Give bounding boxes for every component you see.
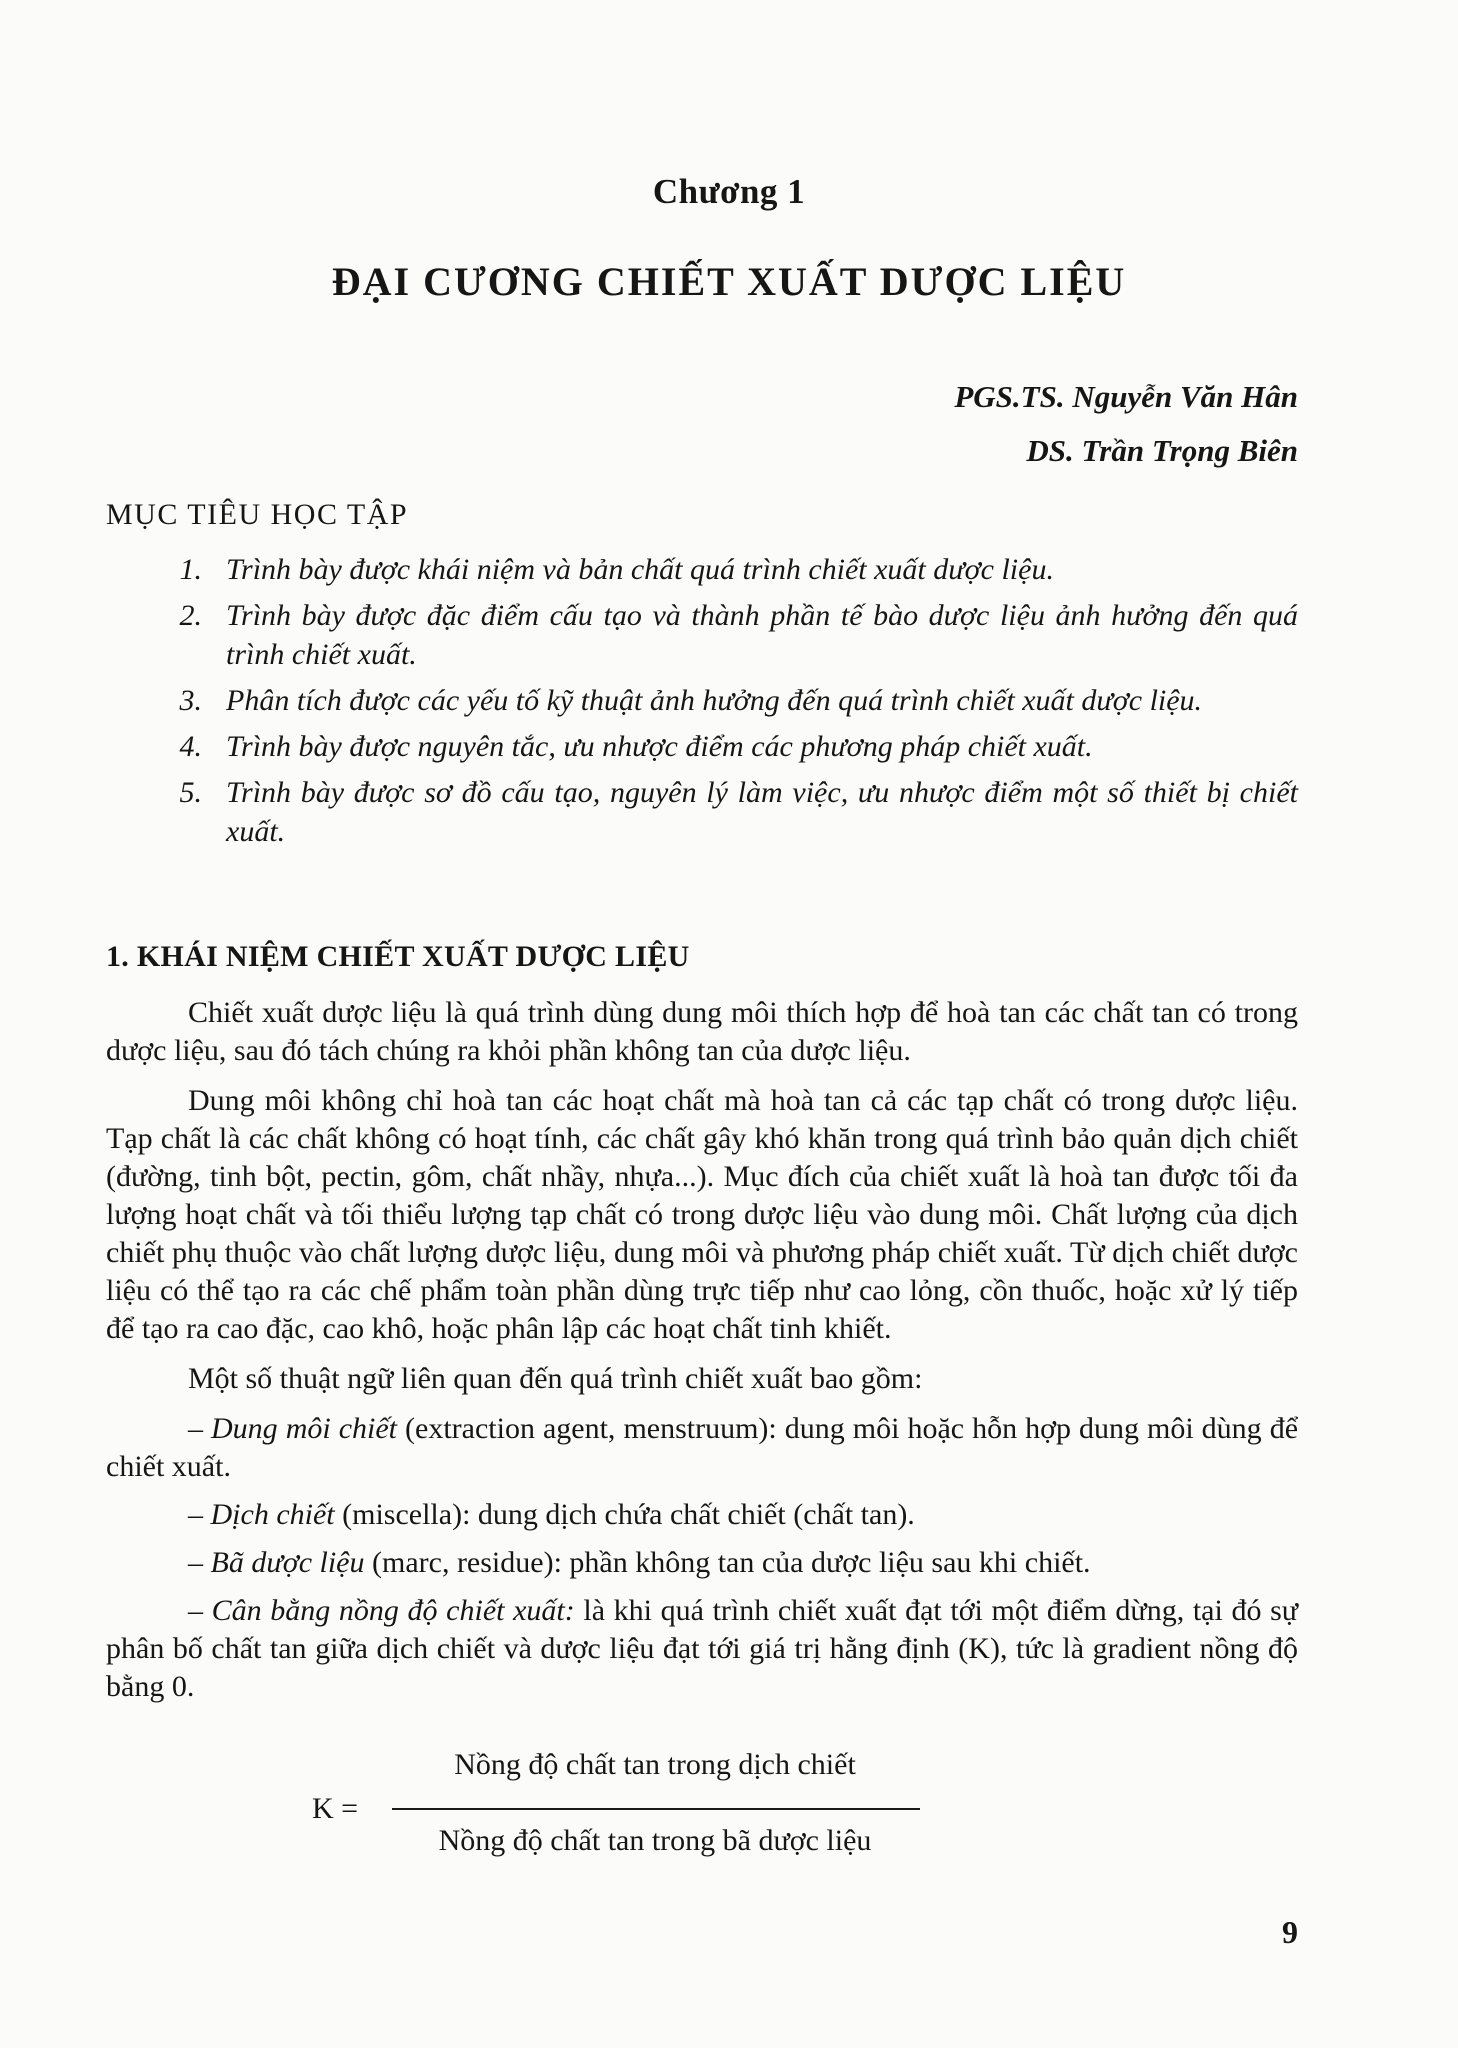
term-name: Dung môi chiết bbox=[211, 1412, 398, 1445]
list-item-text: Phân tích được các yếu tố kỹ thuật ảnh hưởng đến quá trình chiết xuất dược liệu. bbox=[226, 684, 1203, 717]
chapter-title: ĐẠI CƯƠNG CHIẾT XUẤT DƯỢC LIỆU bbox=[331, 259, 1127, 304]
term-definition bbox=[106, 1496, 1298, 1534]
list-item bbox=[106, 681, 1298, 720]
term-definition bbox=[106, 1592, 1298, 1706]
term-dash: – bbox=[188, 1498, 211, 1531]
term-dash: – bbox=[188, 1594, 212, 1627]
list-item bbox=[106, 727, 1298, 766]
author-name: DS. Trần Trọng Biên bbox=[1026, 433, 1298, 468]
list-item-number: 2. bbox=[179, 599, 202, 632]
chapter-label: Chương 1 bbox=[652, 172, 806, 211]
list-item bbox=[106, 596, 1298, 674]
term-text: (miscella): dung dịch chứa chất chiết (chất tan). bbox=[334, 1498, 915, 1531]
term-name: Cân bằng nồng độ chiết xuất: bbox=[211, 1594, 575, 1627]
term-text: là khi quá trình chiết xuất đạt tới một điểm dừng, tại đó sự phân bố chất tan giữa dịch chiết và dược liệu đạt tới giá trị hằng định (K), tức là gradient nồng độ bằng 0. bbox=[106, 1594, 1299, 1703]
paragraph: Một số thuật ngữ liên quan đến quá trình chiết xuất bao gồm: bbox=[188, 1362, 923, 1395]
term-definition bbox=[106, 1544, 1298, 1582]
list-item-number: 1. bbox=[179, 553, 202, 586]
section-heading: 1. KHÁI NIỆM CHIẾT XUẤT DƯỢC LIỆU bbox=[106, 940, 690, 973]
fraction-bar bbox=[392, 1808, 920, 1810]
page-number: 9 bbox=[1282, 1914, 1298, 1950]
author-name: PGS.TS. Nguyễn Văn Hân bbox=[954, 379, 1298, 414]
paragraph: Dung môi không chỉ hoà tan các hoạt chất mà hoà tan cả các tạp chất có trong dược liệu. Tạp chất là các chất không có hoạt tính, các chất gây khó khăn trong quá trình bảo quản dịch chiết (đường, tinh bột, pectin, gôm, chất nhầy, nhựa...). Mục đích của chiết xuất là hoà tan được tối đa lượng hoạt chất và tối thiểu lượng tạp chất có trong dược liệu vào dung môi. Chất lượng của dịch chiết phụ thuộc vào chất lượng dược liệu, dung môi và phương pháp chiết xuất. Từ dịch chiết dược liệu có thể tạo ra các chế phẩm toàn phần dùng trực tiếp như cao lỏng, cồn thuốc, hoặc xử lý tiếp để tạo ra cao đặc, cao khô, hoặc phân lập các hoạt chất tinh khiết. bbox=[106, 1084, 1298, 1345]
list-item-number: 5. bbox=[179, 776, 202, 809]
term-text: (extraction agent, menstruum): dung môi hoặc hỗn hợp dung môi dùng để chiết xuất. bbox=[106, 1412, 1299, 1483]
list-item-text: Trình bày được nguyên tắc, ưu nhược điểm các phương pháp chiết xuất. bbox=[226, 730, 1093, 763]
list-item-number: 3. bbox=[179, 684, 202, 717]
term-dash: – bbox=[188, 1546, 211, 1579]
paragraph: Chiết xuất dược liệu là quá trình dùng dung môi thích hợp để hoà tan các chất tan có trong dược liệu, sau đó tách chúng ra khỏi phần không tan của dược liệu. bbox=[106, 996, 1298, 1067]
objectives-heading: MỤC TIÊU HỌC TẬP bbox=[106, 498, 409, 531]
formula-denominator: Nồng độ chất tan trong bã dược liệu bbox=[438, 1824, 872, 1857]
formula-numerator: Nồng độ chất tan trong dịch chiết bbox=[454, 1748, 856, 1781]
section-body bbox=[106, 994, 1298, 1716]
list-item-text: Trình bày được khái niệm và bản chất quá trình chiết xuất dược liệu. bbox=[226, 553, 1054, 586]
term-name: Dịch chiết bbox=[210, 1498, 335, 1531]
list-item-text: Trình bày được sơ đồ cấu tạo, nguyên lý làm việc, ưu nhược điểm một số thiết bị chiết xuất. bbox=[226, 776, 1298, 848]
term-definition bbox=[106, 1410, 1298, 1486]
author-block bbox=[954, 370, 1298, 478]
term-dash: – bbox=[188, 1412, 212, 1445]
formula-lhs: K = bbox=[312, 1792, 359, 1825]
list-item bbox=[106, 550, 1298, 589]
list-item bbox=[106, 773, 1298, 851]
list-item-text: Trình bày được đặc điểm cấu tạo và thành phần tế bào dược liệu ảnh hưởng đến quá trình chiết xuất. bbox=[226, 599, 1298, 671]
term-text: (marc, residue): phần không tan của dược liệu sau khi chiết. bbox=[364, 1546, 1091, 1579]
term-name: Bã dược liệu bbox=[210, 1546, 365, 1579]
list-item-number: 4. bbox=[179, 730, 202, 763]
objectives-list bbox=[106, 550, 1298, 858]
formula bbox=[0, 1748, 1458, 1868]
